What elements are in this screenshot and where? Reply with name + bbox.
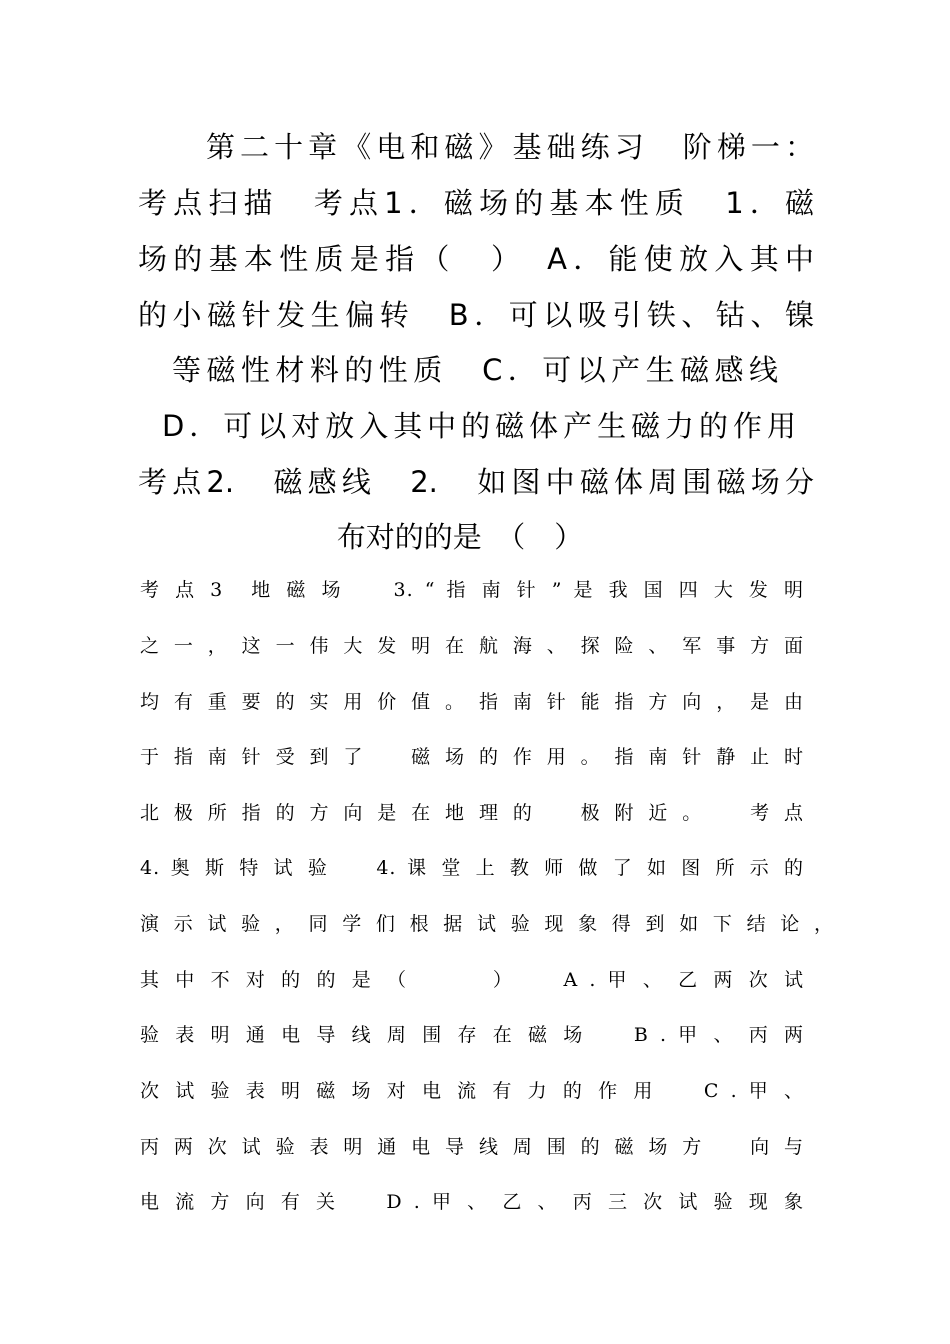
- body-line-8: 其 中 不 对 的 的 是 （ ） A . 甲 、 乙 两 次 试: [140, 969, 804, 991]
- body-line-6: 4. 奥 斯 特 试 验 4. 课 堂 上 教 师 做 了 如 图 所 示 的: [140, 857, 804, 879]
- heading-line-3: 场的基本性质是指（ ） A．能使放入其中: [138, 242, 814, 276]
- heading-line-7: 考点2. 磁感线 2. 如图中磁体周围磁场分: [138, 465, 814, 499]
- heading-line-1: 第二十章《电和磁》基础练习 阶梯一：: [206, 130, 814, 164]
- body-line-1: 考 点 3 地 磁 场 3. “ 指 南 针 ” 是 我 国 四 大 发 明: [140, 579, 804, 601]
- body-line-10: 次 试 验 表 明 磁 场 对 电 流 有 力 的 作 用 C . 甲 、: [140, 1080, 804, 1102]
- heading-line-4: 的小磁针发生偏转 B．可以吸引铁、钴、镍: [138, 298, 814, 332]
- body-line-7: 演 示 试 验 ， 同 学 们 根 据 试 验 现 象 得 到 如 下 结 论 ，: [140, 913, 834, 935]
- body-line-12: 电 流 方 向 有 关 D . 甲 、 乙 、 丙 三 次 试 验 现 象: [140, 1191, 804, 1213]
- body-line-2: 之 一 ， 这 一 伟 大 发 明 在 航 海 、 探 险 、 军 事 方 面: [140, 635, 804, 657]
- body-line-5: 北 极 所 指 的 方 向 是 在 地 理 的 极 附 近 。 考 点: [140, 802, 804, 824]
- heading-line-5: 等磁性材料的性质 C．可以产生磁感线: [172, 353, 778, 387]
- heading-line-8: 布对的的是 （ ）: [336, 520, 584, 554]
- heading-line-2: 考点扫描 考点1．磁场的基本性质 1．磁: [138, 186, 814, 220]
- body-line-9: 验 表 明 通 电 导 线 周 围 存 在 磁 场 B . 甲 、 丙 两: [140, 1024, 804, 1046]
- body-line-11: 丙 两 次 试 验 表 明 通 电 导 线 周 围 的 磁 场 方 向 与: [140, 1136, 804, 1158]
- body-line-3: 均 有 重 要 的 实 用 价 值 。 指 南 针 能 指 方 向 ， 是 由: [140, 691, 804, 713]
- heading-line-6: D．可以对放入其中的磁体产生磁力的作用: [162, 409, 796, 443]
- body-line-4: 于 指 南 针 受 到 了 磁 场 的 作 用 。 指 南 针 静 止 时: [140, 746, 804, 768]
